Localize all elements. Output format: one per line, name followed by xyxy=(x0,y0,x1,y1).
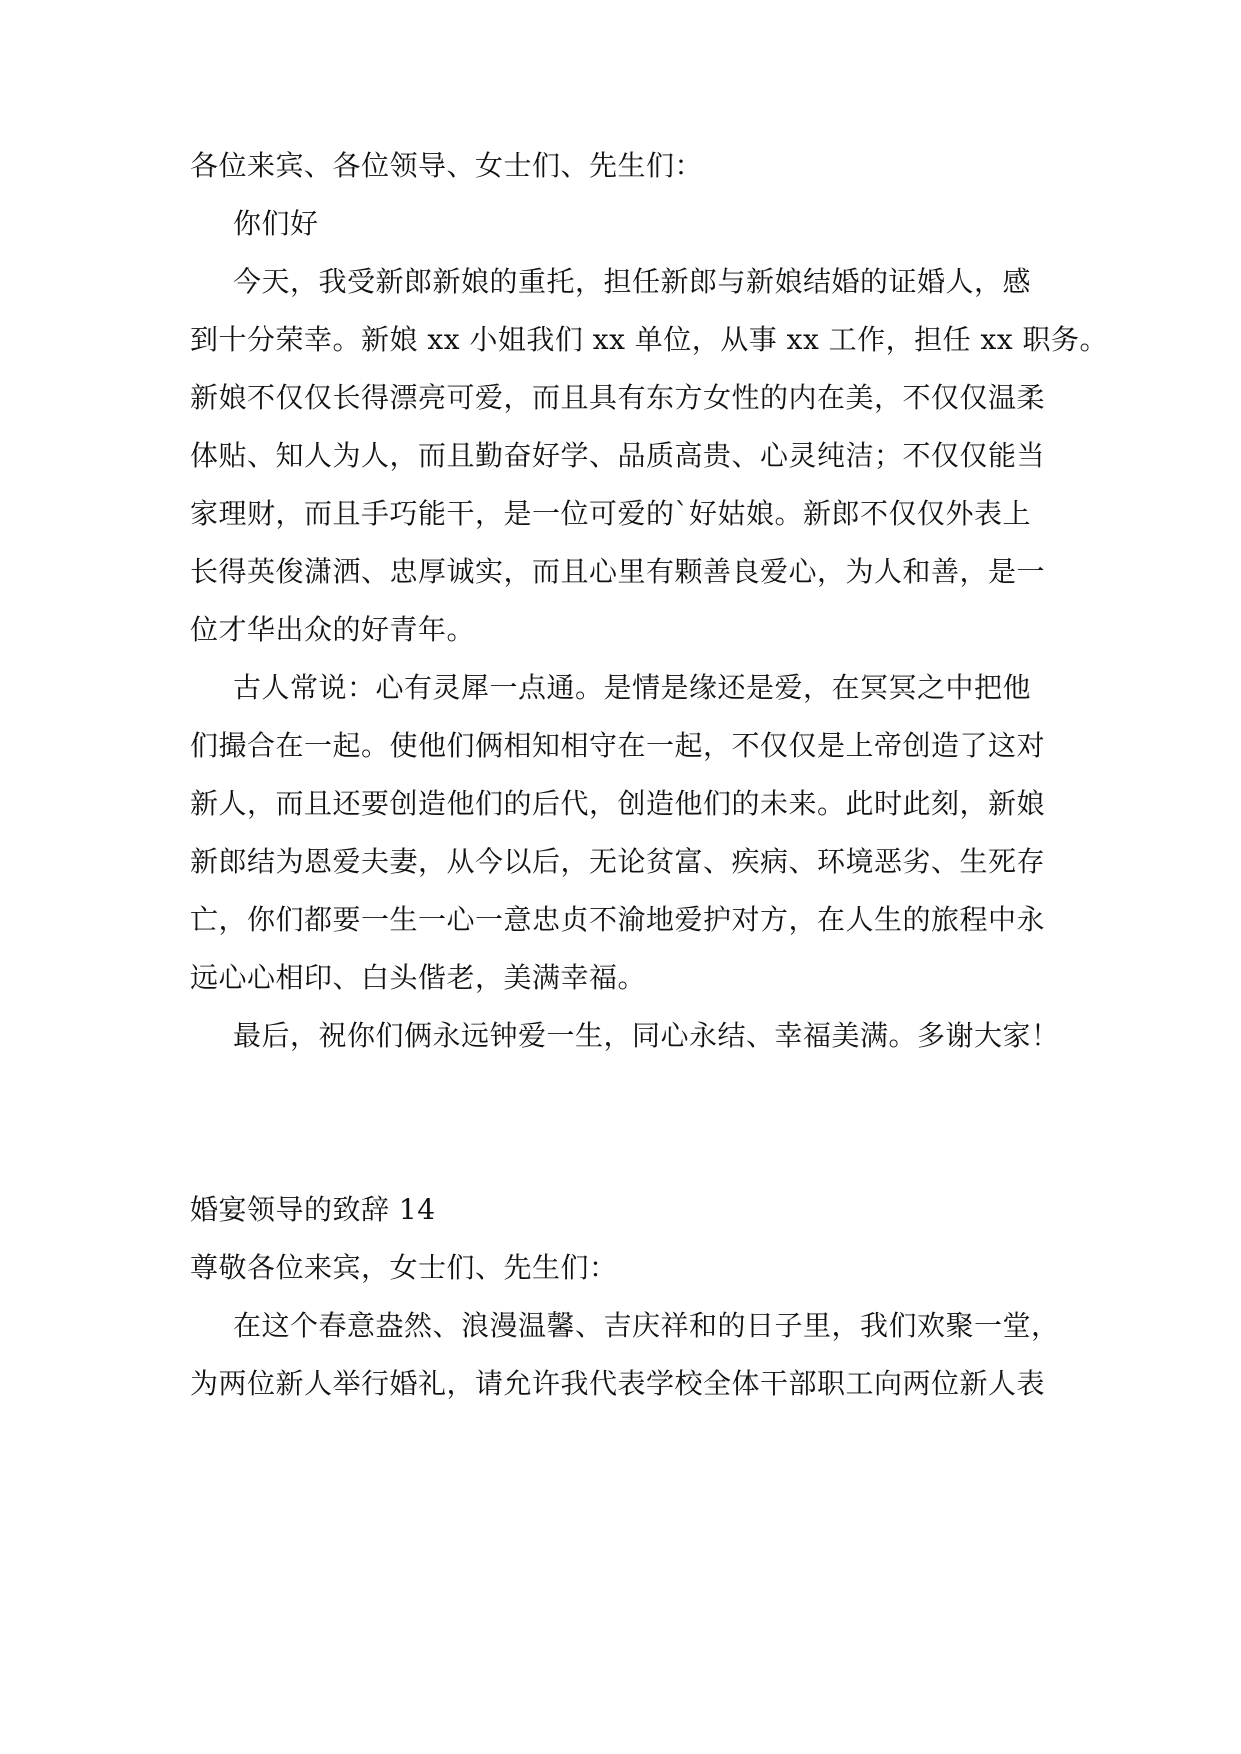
closing-line: 最后，祝你们俩永远钟爱一生，同心永结、幸福美满。多谢大家！ xyxy=(233,1019,1060,1052)
paragraph-line: 体贴、知人为人，而且勤奋好学、品质高贵、心灵纯洁；不仅仅能当 xyxy=(190,439,1046,472)
section-title: 婚宴领导的致辞 14 xyxy=(190,1193,436,1226)
paragraph-line: 古人常说：心有灵犀一点通。是情是缘还是爱，在冥冥之中把他 xyxy=(233,671,1032,704)
paragraph-line: 到十分荣幸。新娘 xx 小姐我们 xx 单位，从事 xx 工作，担任 xx 职务。 xyxy=(190,323,1109,356)
paragraph-line: 位才华出众的好青年。 xyxy=(190,613,476,646)
paragraph-line: 今天，我受新郎新娘的重托，担任新郎与新娘结婚的证婚人，感 xyxy=(233,265,1032,298)
salutation: 各位来宾、各位领导、女士们、先生们： xyxy=(190,149,704,182)
paragraph-line: 远心心相印、白头偕老，美满幸福。 xyxy=(190,961,647,994)
paragraph-line: 新人，而且还要创造他们的后代，创造他们的未来。此时此刻，新娘 xyxy=(190,787,1046,820)
paragraph-line: 新郎结为恩爱夫妻，从今以后，无论贫富、疾病、环境恶劣、生死存 xyxy=(190,845,1046,878)
paragraph-line: 长得英俊潇洒、忠厚诚实，而且心里有颗善良爱心，为人和善，是一 xyxy=(190,555,1046,588)
paragraph-line: 新娘不仅仅长得漂亮可爱，而且具有东方女性的内在美，不仅仅温柔 xyxy=(190,381,1046,414)
paragraph-line: 们撮合在一起。使他们俩相知相守在一起，不仅仅是上帝创造了这对 xyxy=(190,729,1046,762)
greeting: 你们好 xyxy=(233,207,319,240)
salutation: 尊敬各位来宾，女士们、先生们： xyxy=(190,1251,618,1284)
paragraph-line: 在这个春意盎然、浪漫温馨、吉庆祥和的日子里，我们欢聚一堂， xyxy=(233,1309,1060,1342)
paragraph-line: 为两位新人举行婚礼，请允许我代表学校全体干部职工向两位新人表 xyxy=(190,1367,1046,1400)
paragraph-line: 亡，你们都要一生一心一意忠贞不渝地爱护对方，在人生的旅程中永 xyxy=(190,903,1046,936)
paragraph-line: 家理财，而且手巧能干，是一位可爱的`好姑娘。新郎不仅仅外表上 xyxy=(190,497,1032,530)
